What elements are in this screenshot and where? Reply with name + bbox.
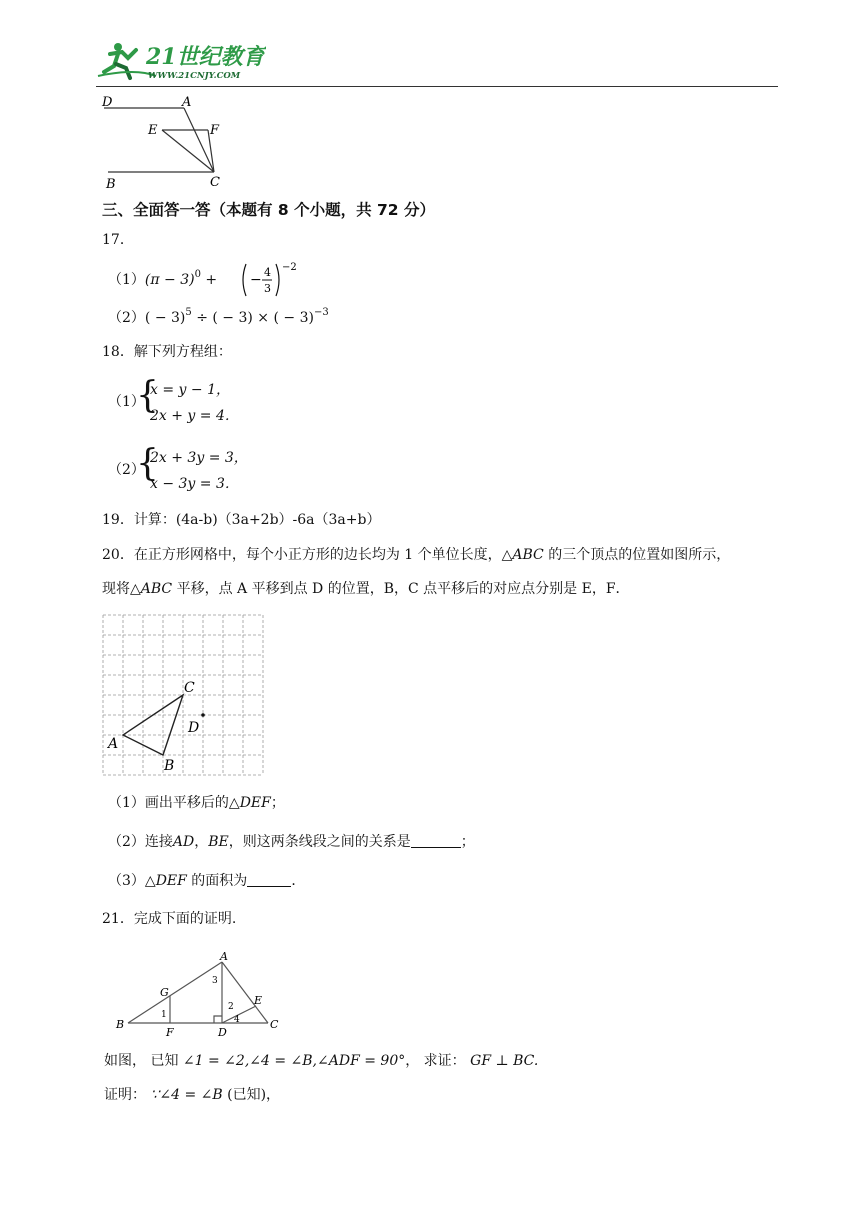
grid-label-A: A xyxy=(108,736,119,752)
q18-p1-eq2: 2x + y = 4． xyxy=(150,408,239,424)
q20-p1-tri: △DEF xyxy=(228,795,271,811)
q17-p2-exp5: 5 xyxy=(185,307,192,318)
q17-p1-expr: (π − 3) xyxy=(144,272,195,288)
grid-label-B: B xyxy=(164,758,175,774)
q20-line2-b: 平移，点 A 平移到点 D 的位置，B，C 点平移后的对应点分别是 E，F． xyxy=(172,581,630,597)
fig21-angle-4: 4 xyxy=(234,1015,240,1025)
q20-part2 xyxy=(108,832,475,852)
label-B: B xyxy=(106,177,116,192)
triangle-abc xyxy=(123,695,183,755)
q20-p2-ad: AD xyxy=(172,834,195,850)
q18-p1-label: （1） xyxy=(108,394,145,410)
q17-number: 17． xyxy=(102,232,134,248)
q20-line2 xyxy=(102,579,630,599)
q21-given xyxy=(104,1051,538,1071)
q18-p2-label: （2） xyxy=(108,462,145,478)
q20-line1-tri: △ABC xyxy=(501,547,544,563)
q20-line1-b: 的三个顶点的位置如图所示， xyxy=(543,547,731,563)
fig21-label-E: E xyxy=(254,994,263,1007)
label-F: F xyxy=(210,123,220,138)
q20-line2-a: 现将 xyxy=(102,581,130,597)
q21-proof-math: ∵∠4 = ∠B xyxy=(150,1087,223,1103)
q21-given-b: ， 求证： xyxy=(405,1053,471,1069)
q18-title: 18．解下列方程组： xyxy=(102,344,232,360)
q17-p1-exp: −2 xyxy=(282,262,297,273)
q20-p3-b: 的面积为 xyxy=(186,873,248,889)
q20-p2-a: （2）连接 xyxy=(108,834,173,850)
fig21-label-G: G xyxy=(160,986,169,999)
grid-label-C: C xyxy=(184,680,195,696)
section-title: 三、全面答一答（本题有 8 个小题，共 72 分） xyxy=(102,201,435,219)
q20-p3-tri: △DEF xyxy=(144,873,187,889)
q20-line2-tri: △ABC xyxy=(130,581,173,597)
q20-part1 xyxy=(108,793,285,813)
q17-p2-mid: ÷ ( − 3) × ( − 3) xyxy=(191,310,314,326)
q17-p2-expr: ( − 3) xyxy=(144,310,186,326)
q17-p2-exp: −3 xyxy=(313,307,329,318)
q20-p2-answer-blank[interactable] xyxy=(411,833,461,848)
q18-p1-brace: { xyxy=(136,375,159,416)
fig21-label-F: F xyxy=(166,1026,174,1036)
logo-main-text: 21世纪教育 xyxy=(146,44,265,70)
q17-part2 xyxy=(108,308,329,330)
q18-p1-eq1: x = y − 1， xyxy=(150,382,230,398)
fig21-label-C: C xyxy=(270,1018,279,1031)
q20-p3-a: （3） xyxy=(108,873,145,889)
q20-p2-be: BE xyxy=(208,834,229,850)
q20-line1 xyxy=(102,545,730,565)
q17-p1-exp0: 0 xyxy=(194,269,201,280)
q21-given-math: ∠1 = ∠2,∠4 = ∠B,∠ADF = 90° xyxy=(182,1053,406,1069)
q20-p3-answer-blank[interactable] xyxy=(247,872,291,887)
figure-parallel-lines xyxy=(96,92,236,192)
label-D: D xyxy=(102,95,113,110)
q21-proof-a: 证明： xyxy=(104,1087,151,1103)
header-rule xyxy=(96,86,778,87)
fig21-angle-3: 3 xyxy=(212,976,218,986)
fig21-label-B: B xyxy=(116,1018,125,1031)
q20-p2-b: ，则这两条线段之间的关系是 xyxy=(228,834,411,850)
q17-p1-num: 4 xyxy=(264,266,271,279)
q17-p1-plus: + xyxy=(200,272,218,288)
point-d xyxy=(201,713,205,717)
fig21-angle-1: 1 xyxy=(161,1010,167,1020)
q20-p1-a: （1）画出平移后的 xyxy=(108,795,229,811)
runner-logo-icon xyxy=(96,38,266,82)
q20-grid-figure xyxy=(96,608,276,778)
q21-proof-b: (已知)， xyxy=(222,1087,281,1103)
q21-given-a: 如图， 已知 xyxy=(104,1053,183,1069)
fig21-label-D: D xyxy=(218,1026,227,1036)
q17-p1-label: （1） xyxy=(108,272,145,288)
q21-prove-math: GF ⊥ BC. xyxy=(470,1053,539,1069)
svg-text:−: − xyxy=(250,272,262,288)
logo-sub-text: WWW.21CNJY.COM xyxy=(148,71,241,81)
q20-p1-b: ； xyxy=(270,795,285,811)
q20-p2-c: ； xyxy=(460,834,475,850)
q17-p2-label: （2） xyxy=(108,310,145,326)
q17-p1-den: 3 xyxy=(264,282,271,295)
q21-figure xyxy=(110,946,290,1036)
q21-proof xyxy=(104,1085,280,1105)
q21-title: 21．完成下面的证明. xyxy=(102,911,237,927)
q17-p1-fraction xyxy=(240,258,320,302)
logo xyxy=(96,38,266,82)
q19-text: 19．计算：(4a-b)（3a+2b）-6a（3a+b） xyxy=(102,512,381,528)
fig21-label-A: A xyxy=(220,950,228,963)
fig21-angle-2: 2 xyxy=(228,1002,234,1012)
label-A: A xyxy=(182,95,192,110)
grid-label-D: D xyxy=(188,720,200,736)
q20-p3-c: ． xyxy=(291,873,306,889)
q20-line1-a: 20．在正方形网格中，每个小正方形的边长均为 1 个单位长度， xyxy=(102,547,502,563)
q18-p2-eq1: 2x + 3y = 3， xyxy=(150,450,248,466)
label-C: C xyxy=(210,175,220,190)
q20-p2-comma: ， xyxy=(194,834,209,850)
q17-part1 xyxy=(108,270,217,292)
q18-p2-brace: { xyxy=(136,443,159,484)
q18-p2-eq2: x − 3y = 3． xyxy=(150,476,239,492)
label-E: E xyxy=(148,123,158,138)
q20-part3 xyxy=(108,871,305,891)
